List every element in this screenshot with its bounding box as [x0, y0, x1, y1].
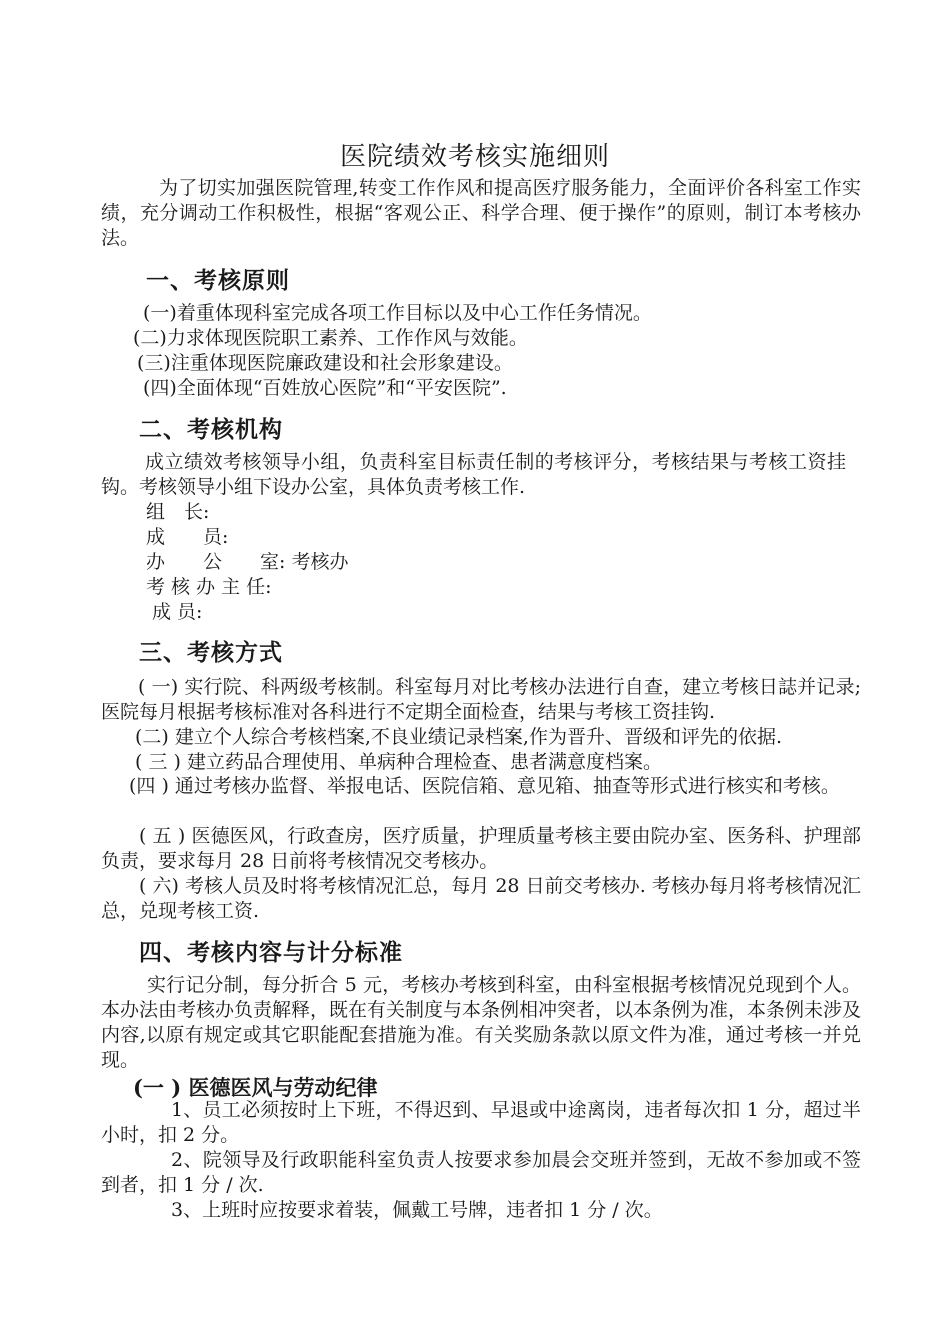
principle-item: (二)力求体现医院职工素养、工作作风与效能。 — [133, 327, 528, 349]
role-line: 办 公 室: 考核办 — [146, 551, 349, 573]
role-line: 考 核 办 主 任: — [146, 576, 272, 598]
role-line: 组 长: — [146, 501, 210, 523]
role-line: 成 员: — [152, 601, 203, 623]
method-item: (二) 建立个人综合考核档案,不良业绩记录档案,作为晋升、晋级和评先的依据. — [135, 726, 782, 748]
subsection-heading-ethics: (一 ) 医德医风与劳动纪律 — [133, 1075, 378, 1100]
role-line: 成 员: — [146, 526, 229, 548]
intro-paragraph: 为了切实加强医院管理,转变工作作风和提高医疗服务能力，全面评价各科室工作实绩，充分调动工作积极性，根据“客观公正、科学合理、便于操作”的原则，制订本考核办法。 — [101, 177, 861, 249]
section-heading-principles: 一、考核原则 — [146, 267, 290, 294]
method-item: ( 一) 实行院、科两级考核制。科室每月对比考核办法进行自查，建立考核日誌并记录; 医院每月根据考核标准对各科进行不定期全面检查，结果与考核工资挂钩. — [101, 676, 861, 723]
method-item: ( 五 ) 医德医风，行政查房，医疗质量，护理质量考核主要由院办室、医务科、护理部负责，要求每月 28 日前将考核情况交考核办。 — [101, 825, 861, 872]
method-item: ( 六) 考核人员及时将考核情况汇总，每月 28 日前交考核办. 考核办每月将考核情况汇总，兑现考核工资. — [101, 875, 861, 922]
principle-item: (四)全面体现“百姓放心医院”和“平安医院”. — [143, 377, 507, 399]
organization-paragraph: 成立绩效考核领导小组，负责科室目标责任制的考核评分，考核结果与考核工资挂钩。考核领导小组下设办公室，具体负责考核工作. — [101, 451, 846, 498]
principle-item: (一)着重体现科室完成各项工作目标以及中心工作任务情况。 — [143, 302, 652, 324]
content-paragraph: 实行记分制，每分折合 5 元，考核办考核到科室，由科室根据考核情况兑现到个人。本办法由考核办负责解释，既在有关制度与本条例相冲突者，以本条例为准，本条例未涉及内容,以原有规定或其它职能配套措施为准。有关奖励条款以原文件为准，通过考核一并兑现。 — [101, 974, 862, 1071]
principle-item: (三)注重体现医院廉政建设和社会形象建设。 — [137, 352, 513, 374]
section-heading-content: 四、考核内容与计分标准 — [139, 939, 403, 966]
section-heading-organization: 二、考核机构 — [139, 416, 283, 443]
rule-item: 2、院领导及行政职能科室负责人按要求参加晨会交班并签到，无故不参加或不签到者，扣 1 分 / 次. — [101, 1149, 861, 1196]
rule-item: 3、上班时应按要求着装，佩戴工号牌，违者扣 1 分 / 次。 — [171, 1199, 663, 1221]
method-item: ( 三 ) 建立药品合理使用、单病种合理检查、患者满意度档案。 — [135, 751, 662, 773]
rule-item: 1、员工必须按时上下班，不得迟到、早退或中途离岗，违者每次扣 1 分，超过半小时，扣 2 分。 — [101, 1099, 861, 1146]
section-heading-method: 三、考核方式 — [139, 639, 283, 666]
method-item: (四 ) 通过考核办监督、举报电话、医院信箱、意见箱、抽查等形式进行核实和考核。 — [129, 775, 840, 797]
document-title: 医院绩效考核实施细则 — [339, 142, 610, 172]
